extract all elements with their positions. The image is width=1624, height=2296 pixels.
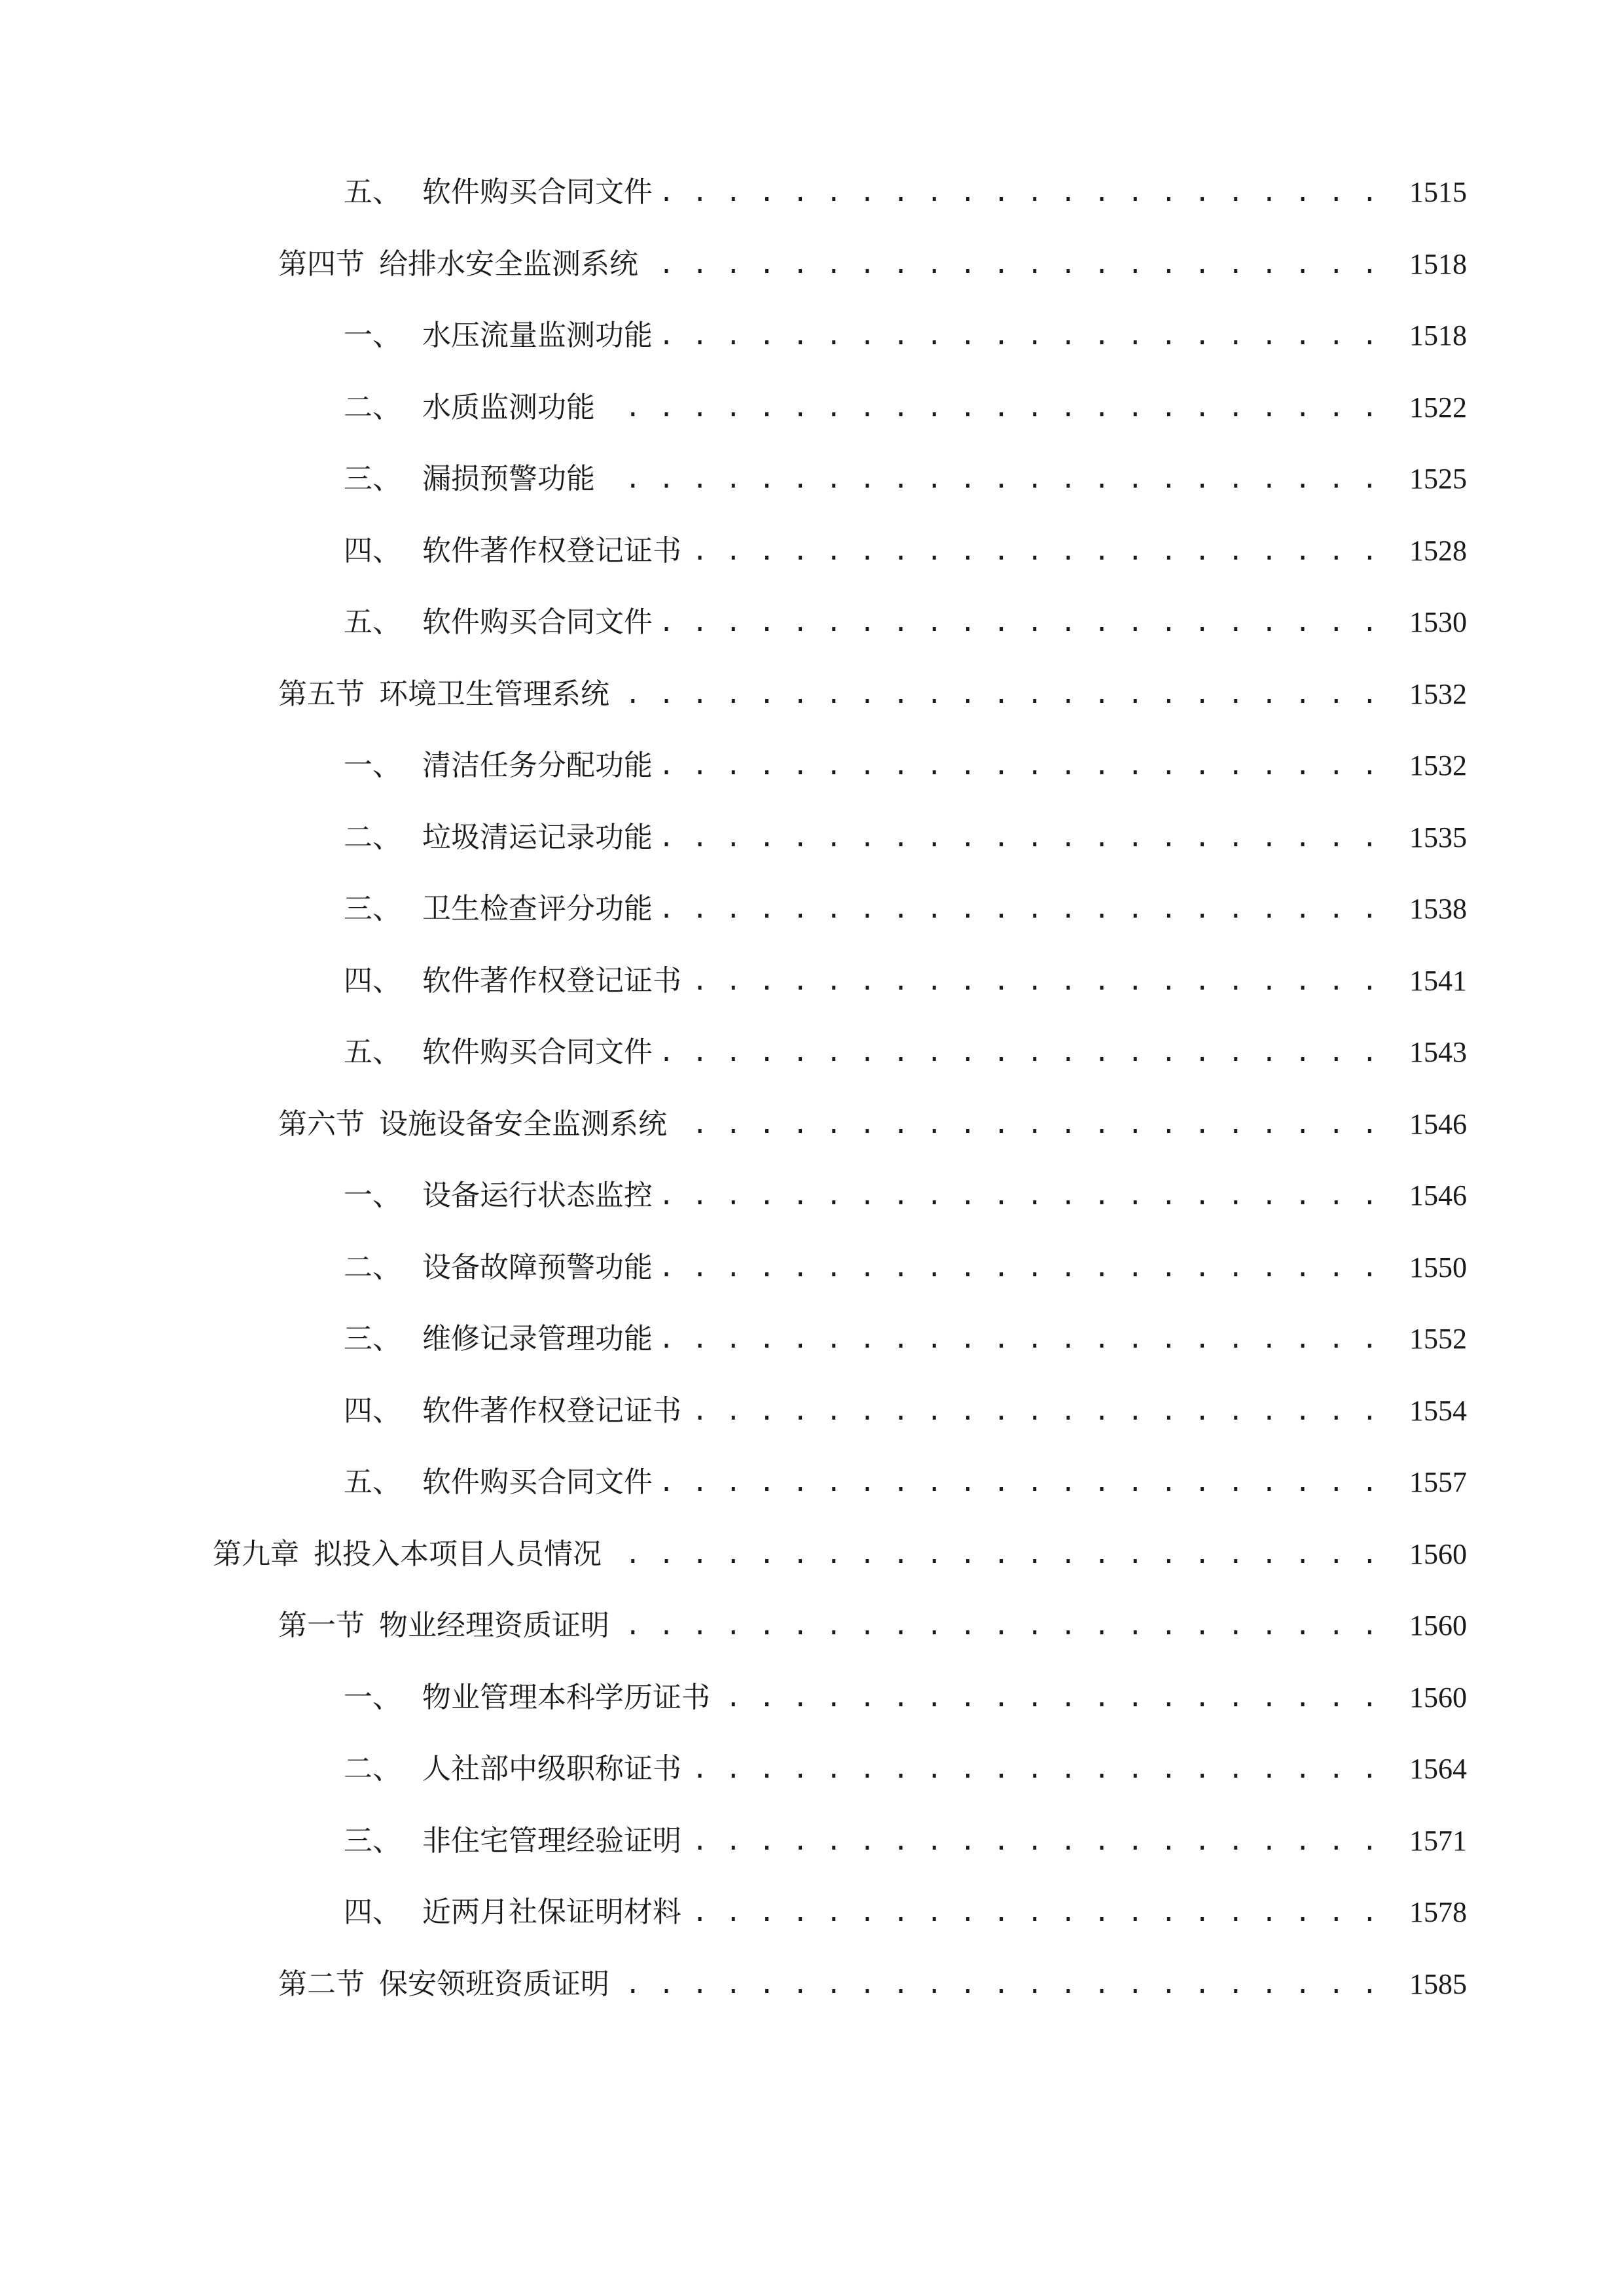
dot-leader — [603, 382, 1379, 434]
toc-entry-number: 二、 — [344, 1250, 401, 1284]
dot-leader — [689, 1743, 1379, 1795]
toc-entry-page-number: 1546 — [1409, 1107, 1467, 1140]
toc-entry-page-number: 1560 — [1409, 1537, 1467, 1570]
toc-entry-page-number: 1560 — [1409, 1681, 1467, 1713]
toc-entry[interactable] — [0, 1026, 1624, 1079]
toc-entry-title: 非住宅管理经验证明 — [422, 1823, 681, 1857]
dot-leader — [660, 1242, 1379, 1294]
toc-entry[interactable] — [0, 1385, 1624, 1437]
toc-entry-label — [278, 1958, 609, 2011]
toc-entry-page-number: 1518 — [1409, 247, 1467, 280]
toc-entry-label — [344, 1313, 653, 1365]
toc-entry-label — [344, 1456, 653, 1509]
toc-entry-title: 软件著作权登记证书 — [422, 533, 681, 567]
toc-entry-label — [344, 382, 595, 434]
toc-entry-label — [344, 812, 653, 864]
toc-entry-number: 一、 — [344, 749, 401, 782]
toc-entry-number: 三、 — [344, 1322, 401, 1355]
toc-entry-number: 一、 — [344, 1179, 401, 1212]
toc-entry-page-number: 1535 — [1409, 821, 1467, 853]
toc-entry-label — [344, 1170, 653, 1222]
toc-entry-number: 第二节 — [278, 1967, 365, 2001]
toc-entry-title: 水压流量监测功能 — [422, 319, 653, 352]
toc-entry-number: 二、 — [344, 1752, 401, 1785]
toc-entry-page-number: 1525 — [1409, 463, 1467, 495]
toc-entry-label — [344, 166, 653, 219]
toc-entry-page-number: 1532 — [1409, 749, 1467, 781]
toc-entry[interactable] — [0, 883, 1624, 935]
toc-entry-title: 软件购买合同文件 — [422, 1465, 653, 1499]
toc-entry-label — [344, 1743, 681, 1795]
toc-entry[interactable] — [0, 668, 1624, 721]
toc-entry-title: 清洁任务分配功能 — [422, 749, 653, 782]
toc-entry-label — [344, 1672, 710, 1724]
toc-entry-number: 四、 — [344, 1895, 401, 1929]
toc-entry[interactable] — [0, 1743, 1624, 1795]
toc-entry-label — [344, 1815, 681, 1867]
toc-entry-label — [278, 1098, 667, 1151]
toc-entry-title: 软件购买合同文件 — [422, 175, 653, 209]
toc-entry[interactable] — [0, 1098, 1624, 1151]
toc-entry-number: 五、 — [344, 605, 401, 639]
toc-entry-page-number: 1532 — [1409, 677, 1467, 710]
dot-leader — [660, 812, 1379, 864]
dot-leader — [617, 1958, 1379, 2011]
dot-leader — [689, 955, 1379, 1007]
toc-entry-title: 漏损预警功能 — [422, 462, 595, 495]
toc-entry-number: 四、 — [344, 533, 401, 567]
toc-entry[interactable] — [0, 1528, 1624, 1581]
toc-entry-page-number: 1515 — [1409, 176, 1467, 208]
dot-leader — [718, 1672, 1379, 1724]
toc-entry-label — [344, 1026, 653, 1079]
toc-entry-number: 第一节 — [278, 1609, 365, 1642]
toc-entry-page-number: 1550 — [1409, 1251, 1467, 1283]
toc-entry-page-number: 1557 — [1409, 1466, 1467, 1498]
toc-entry-title: 物业管理本科学历证书 — [422, 1680, 710, 1714]
toc-entry-label — [344, 1242, 653, 1294]
toc-entry-title: 设备故障预警功能 — [422, 1250, 653, 1284]
toc-entry-page-number: 1554 — [1409, 1394, 1467, 1427]
toc-entry[interactable] — [0, 453, 1624, 505]
toc-entry-label — [344, 453, 595, 505]
toc-entry-label — [213, 1528, 602, 1581]
toc-entry-number: 一、 — [344, 319, 401, 352]
toc-entry-number: 五、 — [344, 1465, 401, 1499]
dot-leader — [617, 1600, 1379, 1652]
toc-entry-title: 软件著作权登记证书 — [422, 1393, 681, 1427]
toc-entry[interactable] — [0, 310, 1624, 362]
toc-entry-page-number: 1546 — [1409, 1179, 1467, 1211]
dot-leader — [617, 668, 1379, 721]
toc-entry-title: 近两月社保证明材料 — [422, 1895, 681, 1929]
dot-leader — [675, 1098, 1379, 1151]
toc-entry-title: 软件购买合同文件 — [422, 605, 653, 639]
toc-entry-page-number: 1552 — [1409, 1323, 1467, 1355]
toc-entry-title: 卫生检查评分功能 — [422, 892, 653, 925]
toc-entry-page-number: 1528 — [1409, 534, 1467, 567]
toc-entry-page-number: 1530 — [1409, 606, 1467, 638]
toc-entry-label — [344, 310, 653, 362]
toc-entry-page-number: 1518 — [1409, 319, 1467, 351]
toc-entry[interactable] — [0, 1672, 1624, 1724]
toc-entry-title: 水质监测功能 — [422, 390, 595, 424]
toc-entry-number: 三、 — [344, 1823, 401, 1857]
toc-entry-number: 第四节 — [278, 247, 365, 281]
toc-entry-page-number: 1585 — [1409, 1967, 1467, 2000]
toc-entry[interactable] — [0, 1170, 1624, 1222]
toc-entry-label — [344, 740, 653, 792]
toc-entry[interactable] — [0, 812, 1624, 864]
toc-entry-title: 维修记录管理功能 — [422, 1322, 653, 1355]
toc-entry[interactable] — [0, 238, 1624, 291]
dot-leader — [689, 525, 1379, 577]
dot-leader — [660, 883, 1379, 935]
dot-leader — [689, 1886, 1379, 1939]
toc-entry[interactable] — [0, 1313, 1624, 1365]
toc-entry-number: 二、 — [344, 390, 401, 424]
toc-entry-number: 四、 — [344, 1393, 401, 1427]
toc-entry-label — [344, 596, 653, 649]
dot-leader — [689, 1385, 1379, 1437]
dot-leader — [689, 1815, 1379, 1867]
toc-entry-number: 二、 — [344, 820, 401, 854]
toc-entry-title: 人社部中级职称证书 — [422, 1752, 681, 1785]
toc-entry-number: 五、 — [344, 1035, 401, 1069]
dot-leader — [660, 1026, 1379, 1079]
toc-entry[interactable] — [0, 596, 1624, 649]
dot-leader — [660, 1170, 1379, 1222]
dot-leader — [660, 310, 1379, 362]
toc-entry-title: 设备运行状态监控 — [422, 1179, 653, 1212]
toc-entry-title: 软件购买合同文件 — [422, 1035, 653, 1069]
toc-entry-page-number: 1543 — [1409, 1036, 1467, 1068]
toc-entry-number: 第五节 — [278, 677, 365, 711]
toc-entry-label — [344, 1886, 681, 1939]
toc-entry-number: 四、 — [344, 963, 401, 997]
toc-entry-label — [278, 238, 638, 291]
toc-entry-number: 三、 — [344, 892, 401, 925]
toc-entry-number: 第九章 — [213, 1537, 299, 1571]
dot-leader — [660, 1313, 1379, 1365]
dot-leader — [660, 596, 1379, 649]
toc-entry-page-number: 1522 — [1409, 391, 1467, 423]
dot-leader — [603, 453, 1379, 505]
toc-entry-number: 第六节 — [278, 1107, 365, 1141]
toc-entry-title: 环境卫生管理系统 — [379, 677, 609, 711]
toc-entry-page-number: 1578 — [1409, 1896, 1467, 1928]
toc-entry-label — [344, 883, 653, 935]
toc-entry-title: 物业经理资质证明 — [379, 1609, 609, 1642]
toc-entry[interactable] — [0, 382, 1624, 434]
dot-leader — [609, 1528, 1379, 1581]
toc-entry[interactable] — [0, 1600, 1624, 1652]
toc-entry-number: 一、 — [344, 1680, 401, 1714]
toc-entry[interactable] — [0, 1958, 1624, 2011]
toc-entry-number: 三、 — [344, 462, 401, 495]
toc-entry[interactable] — [0, 955, 1624, 1007]
toc-entry-label — [278, 668, 609, 721]
toc-entry[interactable] — [0, 1456, 1624, 1509]
toc-entry-page-number: 1560 — [1409, 1609, 1467, 1641]
dot-leader — [660, 740, 1379, 792]
toc-entry-page-number: 1538 — [1409, 893, 1467, 925]
toc-entry-title: 给排水安全监测系统 — [379, 247, 638, 281]
toc-entry-title: 设施设备安全监测系统 — [379, 1107, 667, 1141]
toc-entry-title: 垃圾清运记录功能 — [422, 820, 653, 854]
toc-entry-label — [344, 1385, 681, 1437]
toc-entry[interactable] — [0, 166, 1624, 219]
toc-entry[interactable] — [0, 525, 1624, 577]
toc-entry-label — [344, 525, 681, 577]
toc-entry[interactable] — [0, 1815, 1624, 1867]
toc-entry[interactable] — [0, 740, 1624, 792]
toc-entry-number: 五、 — [344, 175, 401, 209]
toc-entry-title: 软件著作权登记证书 — [422, 963, 681, 997]
toc-entry[interactable] — [0, 1886, 1624, 1939]
toc-entry-page-number: 1564 — [1409, 1753, 1467, 1785]
toc-entry-label — [344, 955, 681, 1007]
toc-entry-label — [278, 1600, 609, 1652]
dot-leader — [660, 166, 1379, 219]
toc-entry-title: 保安领班资质证明 — [379, 1967, 609, 2001]
dot-leader — [660, 1456, 1379, 1509]
toc-entry-page-number: 1541 — [1409, 964, 1467, 997]
toc-entry-page-number: 1571 — [1409, 1824, 1467, 1857]
toc-entry[interactable] — [0, 1242, 1624, 1294]
dot-leader — [646, 238, 1379, 291]
toc-entry-title: 拟投入本项目人员情况 — [314, 1537, 602, 1571]
